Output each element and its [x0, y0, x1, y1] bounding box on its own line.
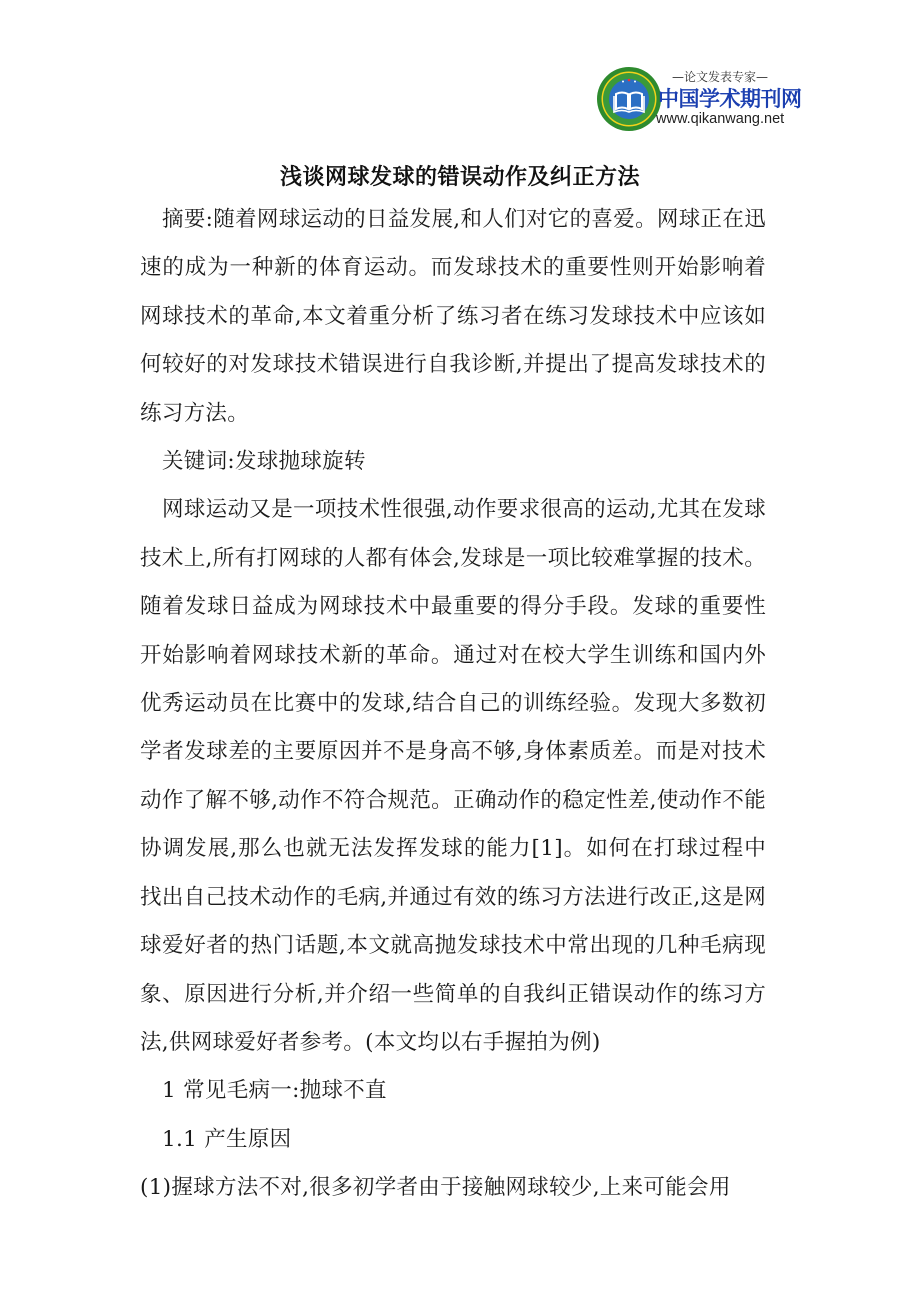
- section-heading-1: 1 常见毛病一:抛球不直: [162, 1078, 387, 1104]
- abstract-paragraph: 摘要:随着网球运动的日益发展,和人们对它的喜爱。网球正在迅速的成为一种新的体育运动。而发球技术的重要性则开始影响着网球技术的革命,本文着重分析了练习者在练习发球技术中应该如何较好的对发球技术错误进行自我诊断,并提出了提高发球技术的练习方法。: [140, 207, 766, 426]
- document-body: [140, 196, 766, 1213]
- keywords-paragraph: 关键词:发球抛球旋转: [162, 449, 366, 475]
- book-emblem-icon: [596, 66, 662, 132]
- logo-slogan: —论文发表专家—: [671, 70, 768, 84]
- section-heading-1-1: 1.1 产生原因: [162, 1126, 292, 1152]
- intro-paragraph: 网球运动又是一项技术性很强,动作要求很高的运动,尤其在发球技术上,所有打网球的人都有体会,发球是一项比较难掌握的技术。随着发球日益成为网球技术中最重要的得分手段。发球的重要性开始影响着网球技术新的革命。通过对在校大学生训练和国内外优秀运动员在比赛中的发球,结合自己的训练经验。发现大多数初学者发球差的主要原因并不是身高不够,身体素质差。而是对技术动作了解不够,动作不符合规范。正确动作的稳定性差,使动作不能协调发展,那么也就无法发挥发球的能力[1]。如何在打球过程中找出自己技术动作的毛病,并通过有效的练习方法进行改正,这是网球爱好者的热门话题,本文就高抛发球技术中常出现的几种毛病现象、原因进行分析,并介绍一些简单的自我纠正错误动作的练习方法,供网球爱好者参考。(本文均以右手握拍为例): [140, 497, 766, 1055]
- logo-url: www.qikanwang.net: [656, 111, 785, 127]
- site-logo: [596, 66, 802, 136]
- logo-site-name: 中国学术期刊网: [658, 87, 802, 111]
- list-item-1: (1)握球方法不对,很多初学者由于接触网球较少,上来可能会用: [140, 1175, 731, 1201]
- document-title: 浅谈网球发球的错误动作及纠正方法: [279, 164, 640, 190]
